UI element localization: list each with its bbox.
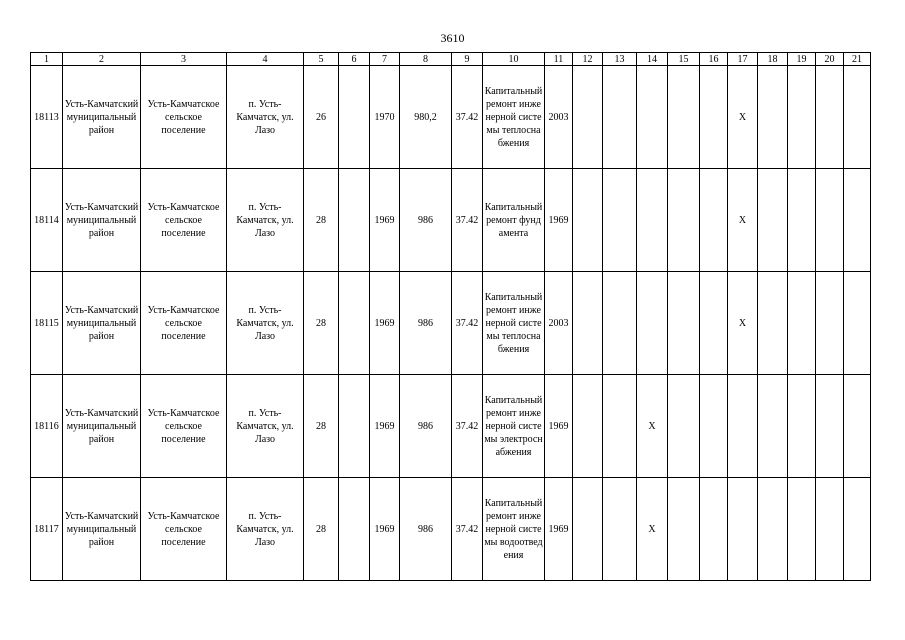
- cell-col-17: X: [728, 272, 758, 375]
- table-row: [31, 375, 871, 478]
- cell-address: п. Усть-Камчатск, ул. Лазо: [227, 375, 304, 478]
- column-header: 14: [637, 53, 668, 66]
- column-header: 19: [788, 53, 816, 66]
- cell-year-built: 1969: [370, 478, 400, 581]
- column-header: 6: [339, 53, 370, 66]
- column-header: 5: [304, 53, 339, 66]
- cell-col-16: [700, 169, 728, 272]
- cell-rate: 37.42: [452, 375, 483, 478]
- cell-settlement: Усть-Камчатское сельское поселение: [141, 478, 227, 581]
- cell-district: Усть-Камчатский муниципальный район: [63, 375, 141, 478]
- column-header: 2: [63, 53, 141, 66]
- cell-col-16: [700, 478, 728, 581]
- table-body: [31, 66, 871, 581]
- cell-col-12: [573, 66, 603, 169]
- cell-district: Усть-Камчатский муниципальный район: [63, 169, 141, 272]
- column-header: 10: [483, 53, 545, 66]
- cell-col-15: [668, 169, 700, 272]
- column-header: 17: [728, 53, 758, 66]
- cell-area: 986: [400, 169, 452, 272]
- cell-house-number: 26: [304, 66, 339, 169]
- cell-col-20: [816, 272, 844, 375]
- cell-work-type: Капитальный ремонт инженерной системы теплоснабжения: [483, 272, 545, 375]
- cell-col-20: [816, 66, 844, 169]
- cell-rate: 37.42: [452, 478, 483, 581]
- cell-house-number: 28: [304, 478, 339, 581]
- cell-col-18: [758, 272, 788, 375]
- column-header: 16: [700, 53, 728, 66]
- cell-work-type: Капитальный ремонт инженерной системы теплоснабжения: [483, 66, 545, 169]
- cell-rate: 37.42: [452, 272, 483, 375]
- cell-year-built: 1969: [370, 375, 400, 478]
- cell-col-15: [668, 375, 700, 478]
- cell-col-20: [816, 169, 844, 272]
- cell-rate: 37.42: [452, 169, 483, 272]
- cell-col-14: X: [637, 375, 668, 478]
- cell-col-16: [700, 272, 728, 375]
- cell-col-12: [573, 375, 603, 478]
- cell-col-17: X: [728, 66, 758, 169]
- cell-col-6: [339, 169, 370, 272]
- cell-col-18: [758, 478, 788, 581]
- cell-col-14: [637, 169, 668, 272]
- cell-settlement: Усть-Камчатское сельское поселение: [141, 169, 227, 272]
- cell-col-21: [844, 169, 871, 272]
- cell-area: 986: [400, 478, 452, 581]
- cell-address: п. Усть-Камчатск, ул. Лазо: [227, 66, 304, 169]
- cell-col-14: [637, 272, 668, 375]
- cell-col-16: [700, 66, 728, 169]
- column-header: 12: [573, 53, 603, 66]
- cell-col-21: [844, 375, 871, 478]
- table-row: [31, 169, 871, 272]
- table-row: [31, 478, 871, 581]
- register-table: [30, 52, 871, 581]
- column-header: 1: [31, 53, 63, 66]
- cell-rate: 37.42: [452, 66, 483, 169]
- column-header: 13: [603, 53, 637, 66]
- column-header: 18: [758, 53, 788, 66]
- cell-repair-year: 1969: [545, 169, 573, 272]
- cell-col-19: [788, 272, 816, 375]
- column-header: 4: [227, 53, 304, 66]
- cell-col-13: [603, 169, 637, 272]
- cell-col-6: [339, 272, 370, 375]
- column-header: 3: [141, 53, 227, 66]
- cell-col-16: [700, 375, 728, 478]
- cell-house-number: 28: [304, 375, 339, 478]
- cell-repair-year: 1969: [545, 478, 573, 581]
- column-header: 9: [452, 53, 483, 66]
- cell-col-12: [573, 478, 603, 581]
- cell-col-6: [339, 478, 370, 581]
- cell-col-13: [603, 478, 637, 581]
- cell-col-19: [788, 66, 816, 169]
- cell-col-17: X: [728, 169, 758, 272]
- cell-col-21: [844, 272, 871, 375]
- page-number: 3610: [440, 31, 465, 45]
- cell-year-built: 1969: [370, 169, 400, 272]
- cell-house-number: 28: [304, 272, 339, 375]
- cell-address: п. Усть-Камчатск, ул. Лазо: [227, 272, 304, 375]
- cell-col-18: [758, 66, 788, 169]
- cell-year-built: 1970: [370, 66, 400, 169]
- cell-col-12: [573, 272, 603, 375]
- cell-work-type: Капитальный ремонт фундамента: [483, 169, 545, 272]
- cell-record-id: 18113: [31, 66, 63, 169]
- cell-col-6: [339, 66, 370, 169]
- cell-settlement: Усть-Камчатское сельское поселение: [141, 272, 227, 375]
- cell-area: 986: [400, 375, 452, 478]
- cell-col-21: [844, 66, 871, 169]
- cell-col-15: [668, 66, 700, 169]
- cell-address: п. Усть-Камчатск, ул. Лазо: [227, 169, 304, 272]
- cell-district: Усть-Камчатский муниципальный район: [63, 66, 141, 169]
- cell-col-18: [758, 169, 788, 272]
- cell-repair-year: 2003: [545, 272, 573, 375]
- cell-col-19: [788, 169, 816, 272]
- cell-col-6: [339, 375, 370, 478]
- cell-col-15: [668, 478, 700, 581]
- cell-settlement: Усть-Камчатское сельское поселение: [141, 375, 227, 478]
- cell-repair-year: 1969: [545, 375, 573, 478]
- cell-col-14: X: [637, 478, 668, 581]
- cell-col-17: [728, 375, 758, 478]
- cell-district: Усть-Камчатский муниципальный район: [63, 478, 141, 581]
- cell-record-id: 18116: [31, 375, 63, 478]
- cell-col-13: [603, 272, 637, 375]
- cell-area: 980,2: [400, 66, 452, 169]
- column-header: 11: [545, 53, 573, 66]
- cell-repair-year: 2003: [545, 66, 573, 169]
- cell-work-type: Капитальный ремонт инженерной системы электроснабжения: [483, 375, 545, 478]
- cell-col-19: [788, 375, 816, 478]
- cell-col-12: [573, 169, 603, 272]
- column-number-row: [31, 53, 871, 66]
- cell-col-15: [668, 272, 700, 375]
- cell-col-14: [637, 66, 668, 169]
- column-header: 7: [370, 53, 400, 66]
- cell-house-number: 28: [304, 169, 339, 272]
- cell-col-18: [758, 375, 788, 478]
- cell-record-id: 18114: [31, 169, 63, 272]
- cell-col-13: [603, 66, 637, 169]
- cell-record-id: 18115: [31, 272, 63, 375]
- cell-col-20: [816, 478, 844, 581]
- column-header: 15: [668, 53, 700, 66]
- column-header: 21: [844, 53, 871, 66]
- table-row: [31, 272, 871, 375]
- cell-work-type: Капитальный ремонт инженерной системы водоотведения: [483, 478, 545, 581]
- cell-col-17: [728, 478, 758, 581]
- cell-col-20: [816, 375, 844, 478]
- cell-address: п. Усть-Камчатск, ул. Лазо: [227, 478, 304, 581]
- cell-settlement: Усть-Камчатское сельское поселение: [141, 66, 227, 169]
- table-row: [31, 66, 871, 169]
- cell-area: 986: [400, 272, 452, 375]
- column-header: 8: [400, 53, 452, 66]
- cell-col-13: [603, 375, 637, 478]
- cell-col-19: [788, 478, 816, 581]
- cell-district: Усть-Камчатский муниципальный район: [63, 272, 141, 375]
- cell-year-built: 1969: [370, 272, 400, 375]
- cell-record-id: 18117: [31, 478, 63, 581]
- column-header: 20: [816, 53, 844, 66]
- cell-col-21: [844, 478, 871, 581]
